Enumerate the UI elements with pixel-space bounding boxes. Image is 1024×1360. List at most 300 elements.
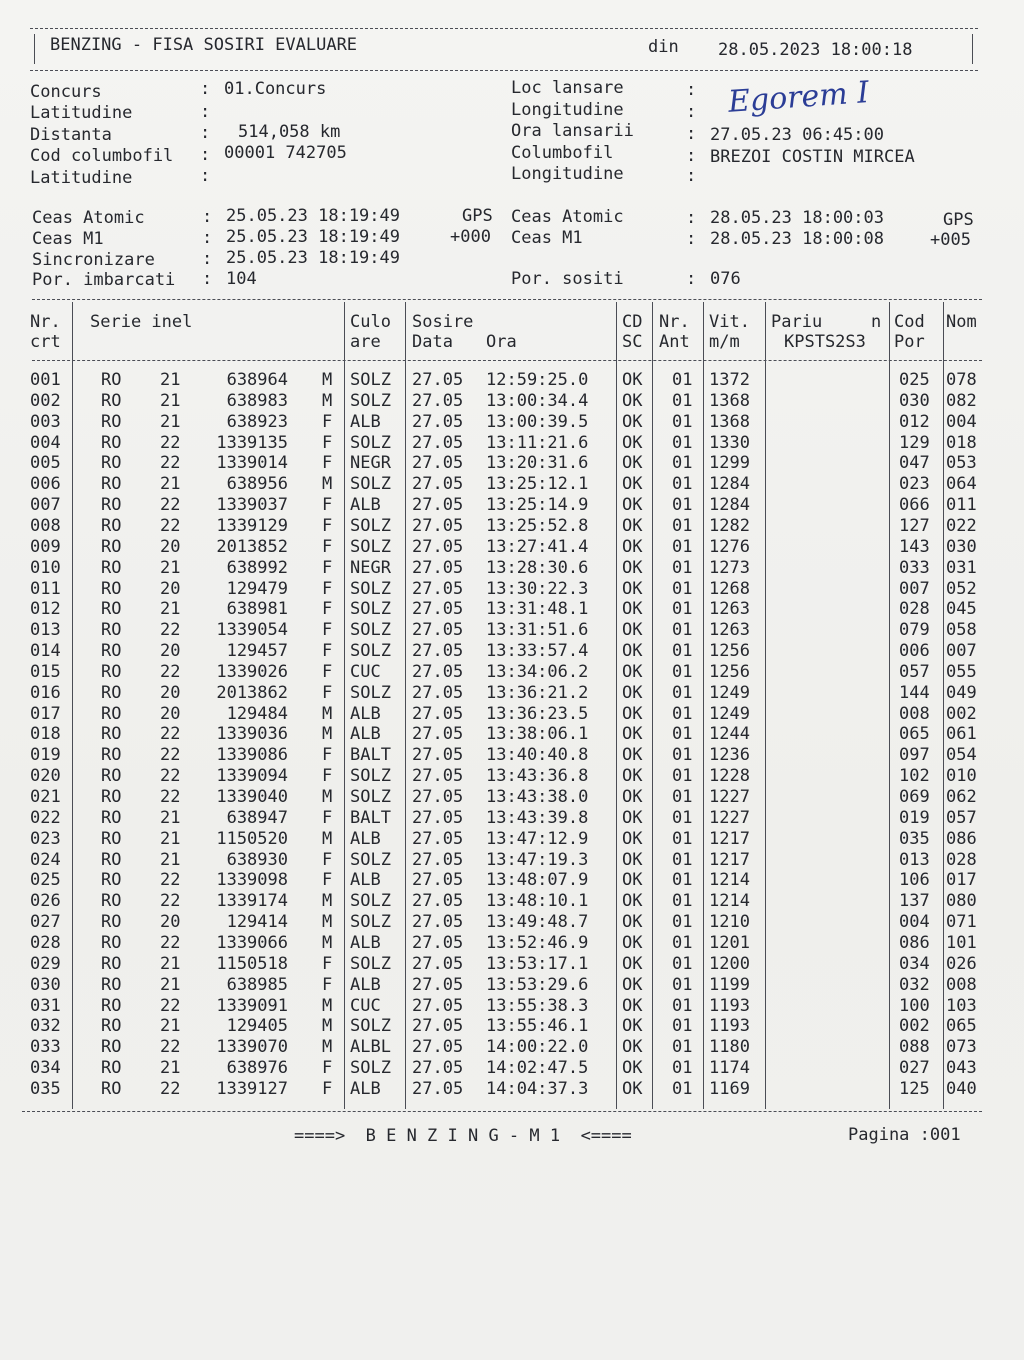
table-row [0,433,1024,454]
cell-nr: 010 [30,557,61,578]
cell-nom: 078 [946,370,977,390]
cell-country: RO [101,620,122,641]
cell-speed: 1214 [709,891,750,912]
cell-date: 27.05 [412,641,464,662]
cell-country: RO [101,849,122,870]
cell-date: 27.05 [412,932,464,953]
cell-speed: 1228 [709,766,750,787]
table-row [0,641,1024,662]
latitudine-colon: : [200,102,211,122]
cell-color: ALB [350,974,381,995]
cell-sex: M [322,828,333,849]
cell-cdsc: OK [622,682,643,703]
cell-country: RO [101,599,122,620]
page-number: Pagina :001 [848,1125,961,1145]
cell-time: 13:25:14.9 [486,495,589,516]
cell-year: 20 [160,536,181,557]
cell-sex: M [322,370,333,390]
cell-ant: 01 [672,536,693,557]
cell-nom: 052 [946,578,977,599]
cell-sex: M [322,995,333,1016]
imbarcati-colon: : [202,269,213,289]
cell-sex: M [322,1037,333,1058]
col-header-ora: Ora [486,332,517,352]
cell-ring: 1339070 [216,1037,288,1058]
cell-year: 22 [160,515,181,536]
cell-speed: 1244 [709,724,750,745]
cell-ring: 638992 [226,557,288,578]
col-header-mm: m/m [709,332,740,352]
cell-ant: 01 [672,828,693,849]
cell-speed: 1249 [709,703,750,724]
table-row [0,412,1024,433]
ceas-atomic-start-suffix: GPS [462,206,493,226]
cell-nom: 030 [946,536,977,557]
concurs-value: 01.Concurs [224,79,327,99]
cell-cdsc: OK [622,912,643,933]
cell-speed: 1273 [709,557,750,578]
cell-cdsc: OK [622,390,643,411]
cell-color: SOLZ [350,1016,391,1037]
cell-ant: 01 [672,682,693,703]
cell-ring: 1339091 [216,995,288,1016]
ceas-atomic-end-suffix: GPS [943,210,974,230]
cell-color: SOLZ [350,1058,391,1079]
cell-ant: 01 [672,578,693,599]
cell-nom: 071 [946,912,977,933]
cell-time: 13:25:12.1 [486,474,589,495]
ceas-m1-end-colon: : [686,229,697,249]
cell-speed: 1201 [709,932,750,953]
distanta-colon: : [200,123,211,143]
cell-date: 27.05 [412,849,464,870]
cell-nr: 019 [30,745,61,766]
longitudine-label: Longitudine [511,100,624,120]
col-header-por: Por [894,332,925,352]
cell-time: 12:59:25.0 [486,370,589,390]
table-row [0,912,1024,933]
ceas-atomic-end-label: Ceas Atomic [511,207,624,227]
cell-nr: 025 [30,870,61,891]
ceas-atomic-end-colon: : [686,208,697,228]
cell-cdsc: OK [622,953,643,974]
cell-cod: 100 [899,995,930,1016]
cell-nom: 007 [946,641,977,662]
cell-cod: 129 [899,432,930,453]
cell-cod: 034 [899,953,930,974]
cell-year: 21 [160,807,181,828]
cell-nr: 016 [30,682,61,703]
cell-cod: 007 [899,578,930,599]
col-header-sosire: Sosire [412,312,474,332]
cell-nr: 034 [30,1058,61,1079]
ceas-m1-end-label: Ceas M1 [511,228,583,248]
cell-ant: 01 [672,787,693,807]
cell-nom: 028 [946,849,977,870]
cell-country: RO [101,453,122,474]
cell-ant: 01 [672,495,693,516]
cell-ring: 1339174 [216,891,288,912]
cell-country: RO [101,870,122,891]
ceas-m1-start-label: Ceas M1 [32,229,104,249]
cell-sex: M [322,474,333,495]
cell-ant: 01 [672,390,693,411]
sincronizare-colon: : [202,249,213,269]
cell-nr: 017 [30,703,61,724]
cell-ant: 01 [672,453,693,474]
cell-nr: 029 [30,953,61,974]
table-row [0,1037,1024,1058]
sositi-colon: : [686,269,697,289]
cell-date: 27.05 [412,828,464,849]
imbarcati-value: 104 [226,269,257,289]
cell-ant: 01 [672,912,693,933]
cell-time: 13:00:39.5 [486,411,589,432]
cell-ring: 638923 [226,411,288,432]
cell-sex: F [322,661,333,682]
cell-ant: 01 [672,1058,693,1079]
cell-nom: 026 [946,953,977,974]
cell-country: RO [101,474,122,495]
cell-time: 13:53:17.1 [486,953,589,974]
cell-ant: 01 [672,745,693,766]
cell-nom: 002 [946,703,977,724]
longitudine-colon: : [686,102,697,122]
latitudine2-colon: : [200,166,211,186]
cell-time: 13:33:57.4 [486,641,589,662]
cell-cdsc: OK [622,745,643,766]
cell-sex: F [322,745,333,766]
concurs-colon: : [200,79,211,99]
cell-year: 22 [160,661,181,682]
cell-speed: 1169 [709,1078,750,1099]
cell-cdsc: OK [622,536,643,557]
table-row [0,683,1024,704]
cell-time: 13:43:38.0 [486,787,589,807]
cell-time: 13:53:29.6 [486,974,589,995]
ora-lansarii-colon: : [686,124,697,144]
cell-ring: 638976 [226,1058,288,1079]
cell-nr: 015 [30,661,61,682]
cell-cod: 065 [899,724,930,745]
cell-speed: 1372 [709,370,750,390]
table-row [0,662,1024,683]
cell-cod: 008 [899,703,930,724]
table-row [0,829,1024,850]
cell-cod: 125 [899,1078,930,1099]
cell-date: 27.05 [412,703,464,724]
table-row [0,620,1024,641]
cell-year: 21 [160,390,181,411]
cell-speed: 1299 [709,453,750,474]
cell-cod: 006 [899,641,930,662]
cell-nom: 058 [946,620,977,641]
cell-ant: 01 [672,1016,693,1037]
cell-cdsc: OK [622,453,643,474]
col-header-cod: Cod [894,312,925,332]
cell-date: 27.05 [412,807,464,828]
cell-date: 27.05 [412,515,464,536]
cell-year: 22 [160,1037,181,1058]
cell-ring: 1339026 [216,661,288,682]
col-header-ant: Ant [659,332,690,352]
cell-nom: 022 [946,515,977,536]
table-row [0,495,1024,516]
table-row [0,787,1024,808]
cell-cod: 137 [899,891,930,912]
cell-cdsc: OK [622,1016,643,1037]
cell-time: 13:47:12.9 [486,828,589,849]
cell-speed: 1284 [709,495,750,516]
concurs-label: Concurs [30,82,102,102]
cell-color: ALB [350,495,381,516]
cell-cdsc: OK [622,641,643,662]
cell-time: 13:00:34.4 [486,390,589,411]
cell-sex: F [322,953,333,974]
cell-cod: 047 [899,453,930,474]
cell-date: 27.05 [412,724,464,745]
cell-nr: 023 [30,828,61,849]
cell-nr: 032 [30,1016,61,1037]
cell-sex: F [322,557,333,578]
cell-sex: F [322,536,333,557]
table-row [0,453,1024,474]
cell-nr: 011 [30,578,61,599]
cell-ring: 1339014 [216,453,288,474]
cell-cdsc: OK [622,807,643,828]
cell-cdsc: OK [622,495,643,516]
cell-date: 27.05 [412,974,464,995]
cell-color: SOLZ [350,474,391,495]
col-header-nr: Nr. [30,312,61,332]
imbarcati-label: Por. imbarcati [32,270,176,290]
cell-nr: 008 [30,515,61,536]
cell-cdsc: OK [622,620,643,641]
cell-sex: F [322,974,333,995]
cell-color: SOLZ [350,849,391,870]
cell-cod: 127 [899,515,930,536]
cell-country: RO [101,932,122,953]
cell-country: RO [101,1058,122,1079]
cell-country: RO [101,995,122,1016]
cell-time: 13:28:30.6 [486,557,589,578]
cell-nom: 018 [946,432,977,453]
cell-nr: 027 [30,912,61,933]
cell-time: 13:48:10.1 [486,891,589,912]
cell-speed: 1174 [709,1058,750,1079]
sincronizare-value: 25.05.23 18:19:49 [226,248,400,268]
col-header-culo: Culo [350,312,391,332]
cell-speed: 1193 [709,1016,750,1037]
col-header-cd: CD [622,312,643,332]
cell-ring: 1150520 [216,828,288,849]
col-header-kpsts: KPSTS2S3 [784,332,866,352]
table-row [0,766,1024,787]
cell-cod: 106 [899,870,930,891]
sincronizare-label: Sincronizare [32,250,155,270]
cell-year: 21 [160,557,181,578]
cell-time: 13:43:36.8 [486,766,589,787]
cell-cdsc: OK [622,1037,643,1058]
col-header-vit: Vit. [709,312,750,332]
cell-sex: F [322,1058,333,1079]
cell-speed: 1227 [709,787,750,807]
cell-cod: 025 [899,370,930,390]
cell-ring: 129414 [226,912,288,933]
col-header-pariu-n: n [871,312,882,332]
cell-country: RO [101,661,122,682]
cell-sex: F [322,682,333,703]
table-row [0,745,1024,766]
cell-nom: 043 [946,1058,977,1079]
cell-cod: 097 [899,745,930,766]
col-header-nr-ant: Nr. [659,312,690,332]
table-row [0,870,1024,891]
cell-time: 13:43:39.8 [486,807,589,828]
cell-date: 27.05 [412,953,464,974]
ceas-m1-end-suffix: +005 [930,230,971,250]
cell-speed: 1256 [709,661,750,682]
cell-speed: 1193 [709,995,750,1016]
cell-cdsc: OK [622,787,643,807]
cell-ant: 01 [672,974,693,995]
latitudine-label: Latitudine [30,103,133,123]
cell-ring: 1339066 [216,932,288,953]
cell-date: 27.05 [412,766,464,787]
cell-date: 27.05 [412,912,464,933]
ceas-m1-start-suffix: +000 [450,227,491,247]
cell-ant: 01 [672,703,693,724]
cell-sex: F [322,620,333,641]
cell-nom: 101 [946,932,977,953]
cell-cod: 019 [899,807,930,828]
columbofil-colon: : [686,146,697,166]
cell-speed: 1368 [709,390,750,411]
cell-nom: 053 [946,453,977,474]
cell-year: 22 [160,453,181,474]
cell-nr: 021 [30,787,61,807]
col-header-serie: Serie inel [90,312,193,332]
cell-cod: 004 [899,912,930,933]
loc-lansare-colon: : [686,80,697,100]
cell-year: 22 [160,870,181,891]
cell-country: RO [101,912,122,933]
col-header-pariu: Pariu [771,312,823,332]
cell-time: 13:47:19.3 [486,849,589,870]
cell-time: 13:36:21.2 [486,682,589,703]
cell-nom: 061 [946,724,977,745]
cell-color: SOLZ [350,620,391,641]
cell-cod: 013 [899,849,930,870]
cell-ant: 01 [672,515,693,536]
cell-nom: 004 [946,411,977,432]
cell-year: 22 [160,766,181,787]
cell-date: 27.05 [412,870,464,891]
cell-time: 14:00:22.0 [486,1037,589,1058]
cell-cod: 030 [899,390,930,411]
cell-ring: 129484 [226,703,288,724]
cell-ring: 1339037 [216,495,288,516]
cell-color: BALT [350,807,391,828]
cell-country: RO [101,745,122,766]
table-row [0,1016,1024,1037]
cell-year: 20 [160,703,181,724]
cell-time: 13:31:48.1 [486,599,589,620]
header-right-border [972,34,973,64]
cell-sex: M [322,787,333,807]
cell-color: SOLZ [350,787,391,807]
cell-country: RO [101,1037,122,1058]
cell-color: SOLZ [350,912,391,933]
cell-sex: M [322,390,333,411]
table-row [0,724,1024,745]
cell-cdsc: OK [622,766,643,787]
cell-date: 27.05 [412,578,464,599]
cell-nom: 064 [946,474,977,495]
cell-year: 22 [160,495,181,516]
sositi-label: Por. sositi [511,269,624,289]
footer-brand: ====> B E N Z I N G - M 1 <==== [294,1126,632,1146]
cell-nom: 045 [946,599,977,620]
cell-ant: 01 [672,641,693,662]
cell-cdsc: OK [622,578,643,599]
cell-year: 20 [160,641,181,662]
cell-time: 14:04:37.3 [486,1078,589,1099]
cell-ant: 01 [672,1037,693,1058]
cell-sex: F [322,641,333,662]
cell-color: SOLZ [350,515,391,536]
cell-nom: 008 [946,974,977,995]
cell-cdsc: OK [622,1058,643,1079]
cell-speed: 1236 [709,745,750,766]
cell-ring: 129479 [226,578,288,599]
cell-color: SOLZ [350,370,391,390]
cell-cod: 033 [899,557,930,578]
cell-year: 21 [160,474,181,495]
cell-sex: M [322,1016,333,1037]
cell-cdsc: OK [622,1078,643,1099]
cod-columbofil-colon: : [200,145,211,165]
cell-color: ALB [350,703,381,724]
cell-cod: 023 [899,474,930,495]
cell-nr: 028 [30,932,61,953]
cell-cod: 144 [899,682,930,703]
cell-ring: 638956 [226,474,288,495]
table-row [0,808,1024,829]
cell-country: RO [101,766,122,787]
longitudine2-colon: : [686,166,697,186]
cell-country: RO [101,682,122,703]
cell-year: 21 [160,849,181,870]
cod-columbofil-value: 00001 742705 [224,143,347,163]
cell-time: 13:55:38.3 [486,995,589,1016]
cell-country: RO [101,828,122,849]
cell-speed: 1256 [709,641,750,662]
cell-speed: 1249 [709,682,750,703]
cell-ant: 01 [672,932,693,953]
cell-year: 22 [160,787,181,807]
cell-cdsc: OK [622,995,643,1016]
cell-nr: 012 [30,599,61,620]
cell-ring: 129457 [226,641,288,662]
table-row [0,516,1024,537]
cell-time: 13:25:52.8 [486,515,589,536]
cell-date: 27.05 [412,1078,464,1099]
cell-sex: F [322,578,333,599]
col-header-are: are [350,332,381,352]
cell-date: 27.05 [412,411,464,432]
cell-color: ALB [350,1078,381,1099]
